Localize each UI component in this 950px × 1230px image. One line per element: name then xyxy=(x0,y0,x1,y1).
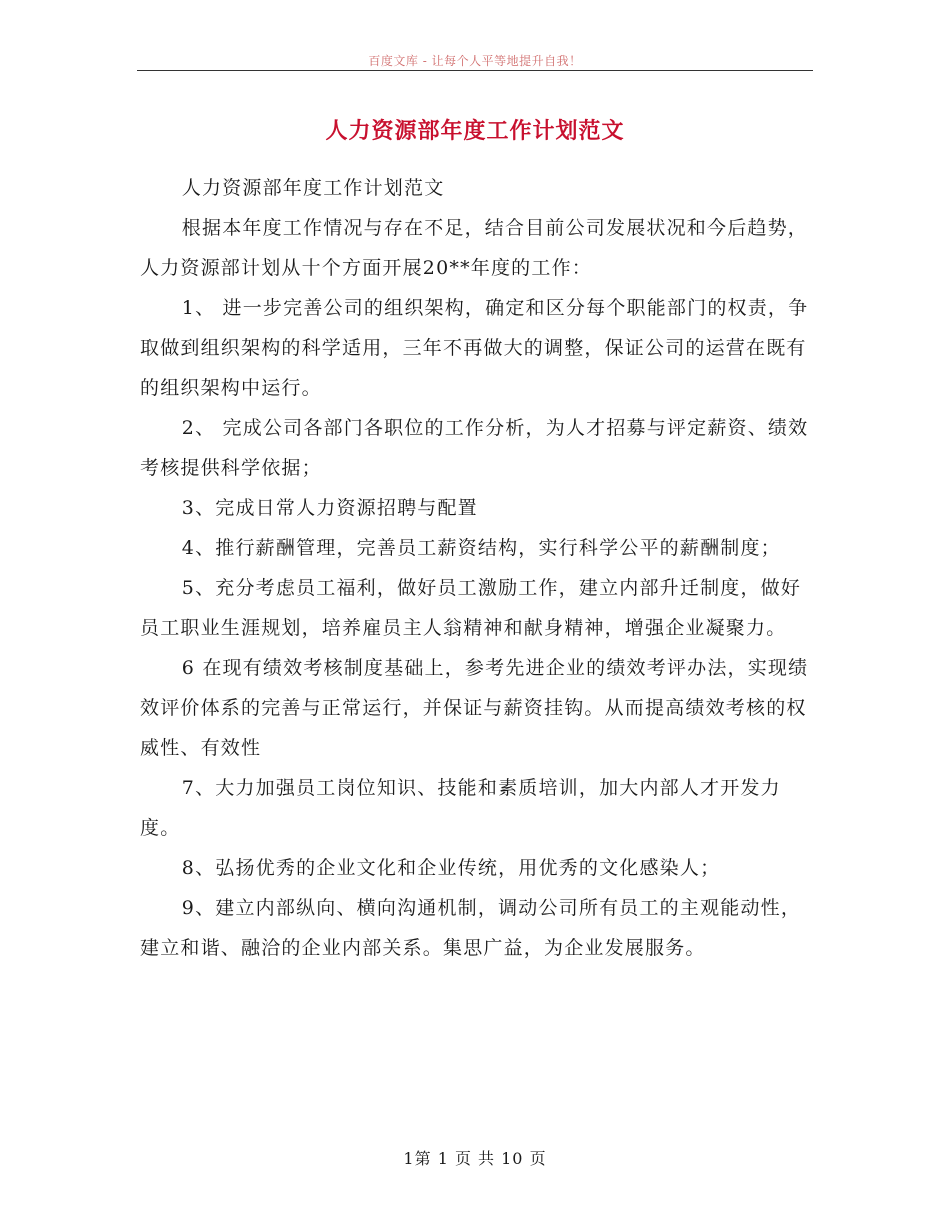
paragraph-item-9: 9、建立内部纵向、横向沟通机制，调动公司所有员工的主观能动性，建立和谐、融洽的企业内部关系。集思广益，为企业发展服务。 xyxy=(140,897,802,959)
paragraph-item-8: 8、弘扬优秀的企业文化和企业传统，用优秀的文化感染人； xyxy=(181,857,721,879)
header-divider xyxy=(137,70,813,71)
paragraph-item-5: 5、充分考虑员工福利，做好员工激励工作，建立内部升迁制度，做好员工职业生涯规划，培养雇员主人翁精神和献身精神，增强企业凝聚力。 xyxy=(140,577,802,639)
document-title: 人力资源部年度工作计划范文 xyxy=(325,118,625,144)
document-body xyxy=(140,168,810,968)
paragraph-intro: 根据本年度工作情况与存在不足，结合目前公司发展状况和今后趋势，人力资源部计划从十个方面开展20**年度的工作： xyxy=(140,217,808,279)
paragraph-subtitle: 人力资源部年度工作计划范文 xyxy=(181,177,445,199)
paragraph-item-2: 2、 完成公司各部门各职位的工作分析，为人才招募与评定薪资、绩效考核提供科学依据； xyxy=(140,417,809,479)
paragraph-item-1: 1、 进一步完善公司的组织架构，确定和区分每个职能部门的权责，争取做到组织架构的科学适用，三年不再做大的调整，保证公司的运营在既有的组织架构中运行。 xyxy=(140,297,809,399)
page-header-text: 百度文库 - 让每个人平等地提升自我！ xyxy=(368,54,582,68)
paragraph-item-3: 3、完成日常人力资源招聘与配置 xyxy=(181,497,478,519)
page-footer-page-number: 1第 1 页 共 10 页 xyxy=(403,1149,547,1168)
paragraph-item-6: 6 在现有绩效考核制度基础上，参考先进企业的绩效考评办法，实现绩效评价体系的完善与正常运行，并保证与薪资挂钩。从而提高绩效考核的权威性、有效性 xyxy=(140,657,809,759)
paragraph-item-4: 4、推行薪酬管理，完善员工薪资结构，实行科学公平的薪酬制度； xyxy=(181,537,781,559)
paragraph-item-7: 7、大力加强员工岗位知识、技能和素质培训，加大内部人才开发力度。 xyxy=(140,777,781,839)
